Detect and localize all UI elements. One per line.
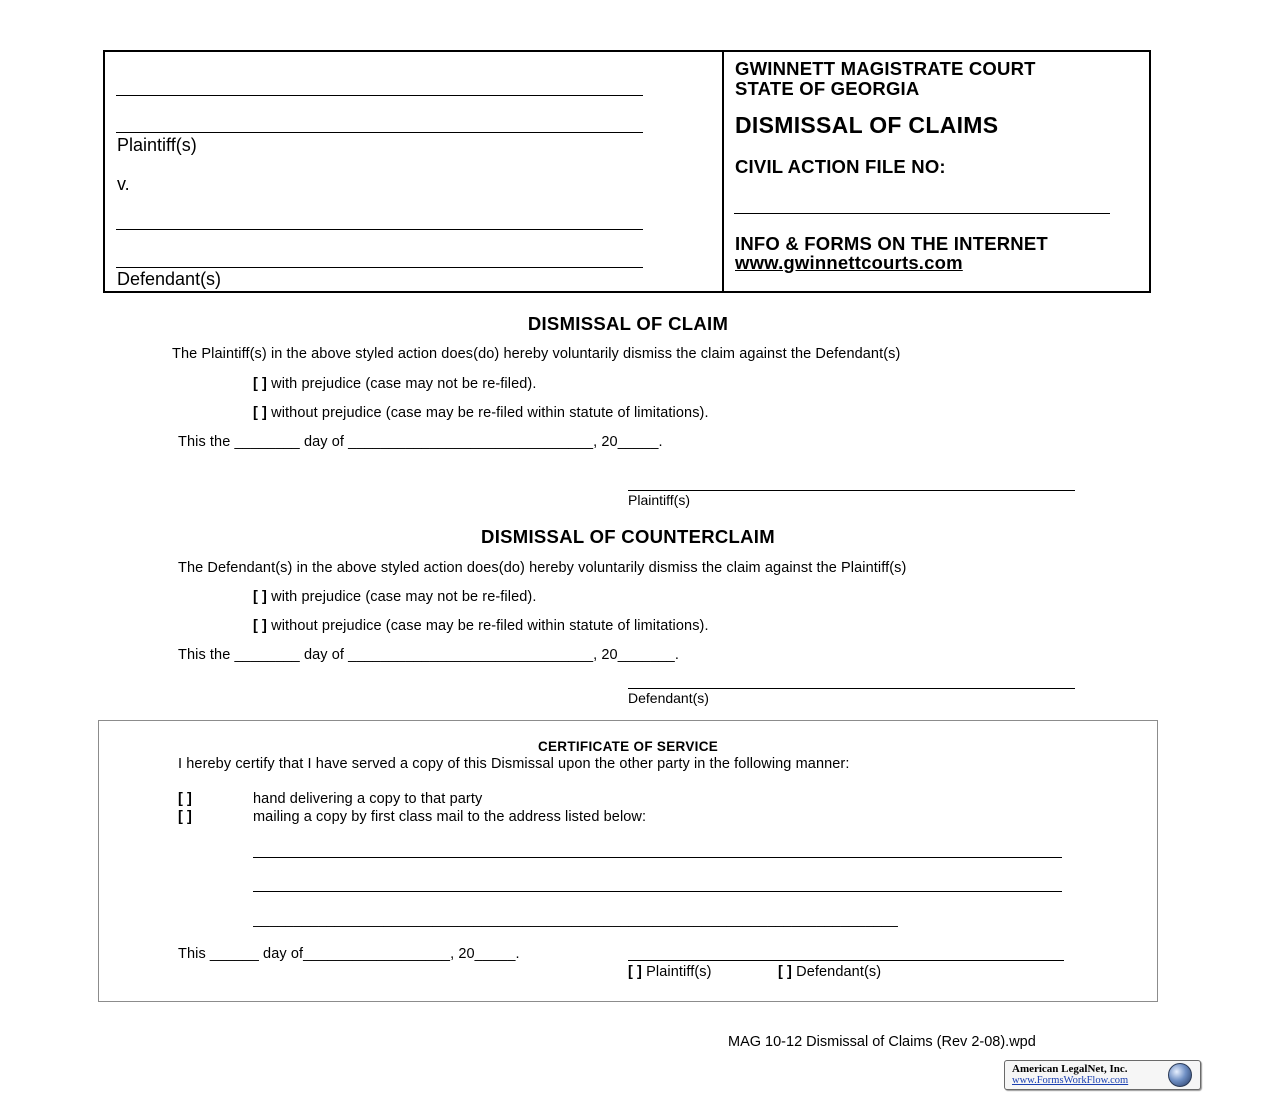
claim-with-text: with prejudice (case may not be re-filed). — [271, 376, 537, 392]
address-line-2[interactable] — [253, 891, 1062, 892]
counterclaim-without-checkbox[interactable]: [ ] — [253, 618, 267, 634]
counterclaim-option-with — [253, 589, 536, 605]
defendant-name-line-2[interactable] — [116, 267, 643, 268]
claim-without-text: without prejudice (case may be re-filed within statute of limitations). — [271, 405, 709, 421]
form-identifier: MAG 10-12 Dismissal of Claims (Rev 2-08).wpd — [728, 1034, 1036, 1050]
claim-signature-label: Plaintiff(s) — [628, 492, 690, 508]
service-mail-text: mailing a copy by first class mail to the address listed below: — [253, 809, 647, 825]
counterclaim-signature-line[interactable] — [628, 688, 1075, 689]
service-mail-checkbox[interactable]: [ ] — [178, 809, 192, 825]
plaintiff-name-line-2[interactable] — [116, 132, 643, 133]
file-number-line[interactable] — [734, 213, 1110, 214]
signer-plaintiff-checkbox[interactable]: [ ] — [628, 964, 642, 980]
counterclaim-section-title: DISMISSAL OF COUNTERCLAIM — [481, 526, 775, 547]
certificate-signature-line[interactable] — [628, 960, 1064, 961]
signer-defendant-label: Defendant(s) — [796, 964, 882, 980]
certificate-statement: I hereby certify that I have served a copy of this Dismissal upon the other party in the following manner: — [178, 756, 850, 772]
service-hand-checkbox[interactable]: [ ] — [178, 791, 192, 807]
certificate-title: CERTIFICATE OF SERVICE — [537, 739, 719, 754]
form-title: DISMISSAL OF CLAIMS — [735, 112, 999, 138]
logo-company-name: American LegalNet, Inc. — [1012, 1063, 1128, 1075]
address-line-1[interactable] — [253, 857, 1062, 858]
counterclaim-signature-label: Defendant(s) — [628, 690, 709, 706]
plaintiff-name-line-1[interactable] — [116, 95, 643, 96]
plaintiff-label: Plaintiff(s) — [117, 135, 197, 155]
globe-icon — [1168, 1063, 1192, 1087]
court-state: STATE OF GEORGIA — [735, 78, 920, 99]
certificate-date-line[interactable]: This ______ day of__________________, 20_____. — [178, 946, 520, 962]
counterclaim-with-text: with prejudice (case may not be re-filed). — [271, 589, 537, 605]
defendant-name-line-1[interactable] — [116, 229, 643, 230]
versus-label: v. — [117, 174, 130, 194]
formsworkflow-logo[interactable] — [1004, 1060, 1201, 1090]
claim-option-with — [253, 376, 536, 392]
counterclaim-without-text: without prejudice (case may be re-filed within statute of limitations). — [271, 618, 709, 634]
counterclaim-date-line[interactable]: This the ________ day of ______________________________, 20_______. — [178, 647, 679, 663]
internet-info-label: INFO & FORMS ON THE INTERNET — [735, 233, 1048, 254]
counterclaim-with-checkbox[interactable]: [ ] — [253, 589, 267, 605]
claim-section-title: DISMISSAL OF CLAIM — [527, 313, 729, 334]
claim-option-without — [253, 405, 709, 421]
caption-divider — [722, 50, 724, 293]
address-line-3[interactable]: _______________________________________________________________________________ — [253, 912, 898, 928]
claim-without-checkbox[interactable]: [ ] — [253, 405, 267, 421]
file-number-label: CIVIL ACTION FILE NO: — [735, 156, 946, 177]
defendant-label: Defendant(s) — [117, 269, 222, 289]
signer-defendant-option — [778, 964, 881, 980]
claim-date-line[interactable]: This the ________ day of ______________________________, 20_____. — [178, 434, 663, 450]
claim-signature-line[interactable] — [628, 490, 1075, 491]
court-name: GWINNETT MAGISTRATE COURT — [735, 58, 1036, 79]
counterclaim-statement: The Defendant(s) in the above styled action does(do) hereby voluntarily dismiss the claim against the Plaintiff(s) — [178, 560, 907, 576]
claim-statement: The Plaintiff(s) in the above styled action does(do) hereby voluntarily dismiss the claim against the Defendant(s) — [172, 346, 901, 362]
case-caption-box — [103, 50, 1151, 293]
claim-with-checkbox[interactable]: [ ] — [253, 376, 267, 392]
service-hand-text: hand delivering a copy to that party — [253, 791, 483, 807]
signer-defendant-checkbox[interactable]: [ ] — [778, 964, 792, 980]
signer-plaintiff-label: Plaintiff(s) — [646, 964, 712, 980]
website-link[interactable]: www.gwinnettcourts.com — [735, 252, 963, 273]
signer-plaintiff-option — [628, 964, 712, 980]
logo-website[interactable]: www.FormsWorkFlow.com — [1012, 1075, 1129, 1086]
counterclaim-option-without — [253, 618, 709, 634]
